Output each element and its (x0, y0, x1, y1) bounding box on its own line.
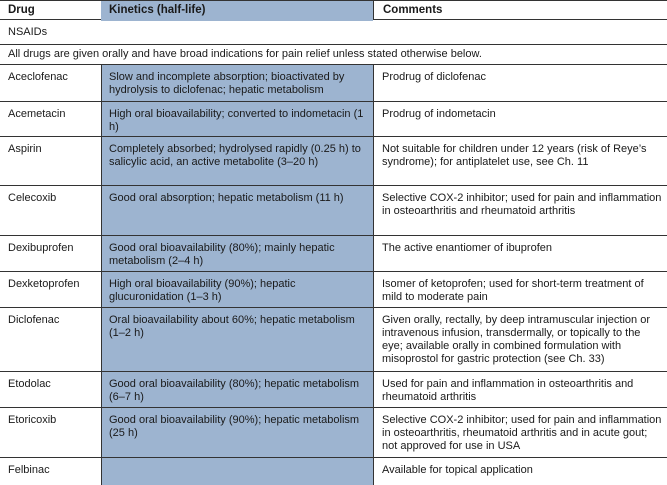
kinetics-cell: High oral bioavailability (90%); hepatic glucuronidation (1–3 h) (109, 278, 296, 303)
table-header (0, 0, 667, 20)
drug-cell: Acemetacin (8, 108, 66, 120)
kinetics-cell: Good oral bioavailability (80%); hepatic metabolism (6–7 h) (109, 378, 360, 403)
comments-cell: Selective COX-2 inhibitor; used for pain and inflammation in osteoarthritis, rheumatoid arthritis and in acute gout; not approved for use in USA (382, 414, 662, 452)
comments-cell: Available for topical application (382, 464, 533, 476)
comments-cell: Not suitable for children under 12 years (risk of Reye’s syndrome); for antiplatelet use, see Ch. 11 (382, 143, 647, 168)
drug-cell: Felbinac (8, 464, 50, 476)
drug-cell: Etodolac (8, 378, 51, 390)
kinetics-cell: Slow and incomplete absorption; bioactivated by hydrolysis to diclofenac; hepatic metabolism (109, 71, 345, 96)
header-kinetics: Kinetics (half-life) (101, 1, 373, 21)
group-row (0, 20, 667, 45)
drug-cell: Diclofenac (8, 314, 60, 326)
column-divider (101, 65, 102, 485)
group-label: NSAIDs (8, 26, 48, 38)
kinetics-cell: Oral bioavailability about 60%; hepatic metabolism (1–2 h) (109, 314, 355, 339)
drug-cell: Etoricoxib (8, 414, 57, 426)
comments-cell: Prodrug of diclofenac (382, 71, 486, 83)
drug-cell: Aspirin (8, 143, 42, 155)
kinetics-shade (101, 458, 373, 485)
kinetics-cell: Good oral bioavailability (90%); hepatic metabolism (25 h) (109, 414, 360, 439)
comments-cell: Given orally, rectally, by deep intramuscular injection or intravenous infusion, transdermally, or topically to the eye; available orally in combined formulation with misoprostol for gastric protection (see Ch. 33) (382, 314, 650, 365)
kinetics-cell: High oral bioavailability; converted to indometacin (1 h) (109, 108, 364, 133)
column-divider (373, 65, 374, 485)
note-row (0, 45, 667, 65)
column-divider (373, 0, 374, 20)
comments-cell: Selective COX-2 inhibitor; used for pain and inflammation in osteoarthritis and rheumatoid arthritis (382, 192, 662, 217)
comments-cell: Isomer of ketoprofen; used for short-term treatment of mild to moderate pain (382, 278, 644, 303)
drug-cell: Dexketoprofen (8, 278, 80, 290)
drug-cell: Dexibuprofen (8, 242, 74, 254)
kinetics-cell: Good oral bioavailability (80%); mainly hepatic metabolism (2–4 h) (109, 242, 335, 267)
drug-cell: Celecoxib (8, 192, 57, 204)
drug-cell: Aceclofenac (8, 71, 68, 83)
comments-cell: Used for pain and inflammation in osteoarthritis and rheumatoid arthritis (382, 378, 634, 403)
kinetics-cell: Completely absorbed; hydrolysed rapidly (0.25 h) to salicylic acid, an active metabolite (3–20 h) (109, 143, 361, 168)
comments-cell: Prodrug of indometacin (382, 108, 496, 120)
header-comments: Comments (383, 4, 443, 16)
note-text: All drugs are given orally and have broad indications for pain relief unless stated otherwise below. (8, 48, 482, 60)
comments-cell: The active enantiomer of ibuprofen (382, 242, 552, 254)
header-drug: Drug (8, 4, 35, 16)
kinetics-cell: Good oral absorption; hepatic metabolism (11 h) (109, 192, 344, 204)
